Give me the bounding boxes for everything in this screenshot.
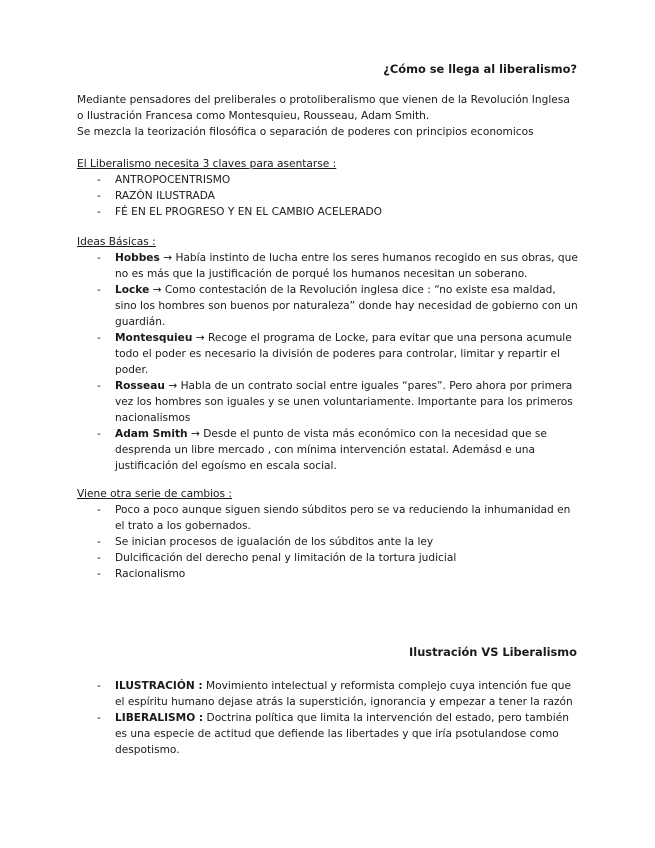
intro-block [77,92,579,140]
dash-bullet: - [97,680,101,692]
ideas-list [77,250,579,474]
section-title-ilustracion-vs-liberalismo: Ilustración VS Liberalismo [409,645,577,659]
cambio-text: Dulcificación del derecho penal y limitación de la tortura judicial [115,552,457,564]
idea-term: Rosseau [115,380,165,392]
list-item [77,502,579,534]
dash-bullet: - [97,252,101,264]
dash-bullet: - [97,380,101,392]
cambio-text: Poco a poco aunque siguen siendo súbditos pero se va reduciendo la inhumanidad en el trato a los gobernados. [115,504,571,532]
arrow-icon: → [168,380,178,392]
clave-text: RAZÓN ILUSTRADA [115,190,215,202]
idea-text: Recoge el programa de Locke, para evitar que una persona acumule todo el poder es necesario la división de poderes para controlar, limitar y repartir el poder. [115,332,572,376]
list-item [77,566,579,582]
arrow-icon: → [163,252,173,264]
idea-term: Montesquieu [115,332,193,344]
list-item [77,710,579,758]
idea-text: Desde el punto de vista más económico con la necesidad que se desprenda un libre mercado , con mínima intervención estatal. Ademásd e una justificación del egoísmo en escala social. [115,428,547,472]
list-item [77,250,579,282]
dash-bullet: - [97,568,101,580]
ideas-heading: Ideas Básicas : [77,236,156,248]
idea-term: Adam Smith [115,428,188,440]
list-item [77,172,579,188]
dash-bullet: - [97,504,101,516]
cambios-block [77,486,579,582]
cambios-list [77,502,579,582]
list-item [77,188,579,204]
comparison-block [77,678,579,758]
arrow-icon: → [190,428,200,440]
dash-bullet: - [97,206,101,218]
dash-bullet: - [97,536,101,548]
dash-bullet: - [97,174,101,186]
comparison-list [77,678,579,758]
cambio-text: Racionalismo [115,568,186,580]
intro-paragraph-2: Se mezcla la teorización filosófica o separación de poderes con principios economicos [77,126,534,138]
list-item [77,282,579,330]
comparison-term: ILUSTRACIÓN : [115,680,203,692]
cambio-text: Se inician procesos de igualación de los súbditos ante la ley [115,536,434,548]
list-item [77,534,579,550]
ideas-block [77,234,579,474]
idea-term: Hobbes [115,252,160,264]
list-item [77,330,579,378]
list-item [77,426,579,474]
arrow-icon: → [152,284,162,296]
idea-text: Como contestación de la Revolución inglesa dice : “no existe esa maldad, sino los hombres son buenos por naturaleza” donde hay necesidad de gobierno con un guardián. [115,284,578,328]
cambios-heading: Viene otra serie de cambios : [77,488,232,500]
claves-block [77,156,579,220]
comparison-text: Doctrina política que limita la intervención del estado, pero también es una especie de actitud que defiende las libertades y que iría psotulandose como despotismo. [115,712,569,756]
clave-text: ANTROPOCENTRISMO [115,174,231,186]
comparison-text: Movimiento intelectual y reformista complejo cuya intención fue que el espíritu humano dejase atrás la superstición, ignorancia y empezar a tener la razón [115,680,573,708]
idea-term: Locke [115,284,150,296]
intro-paragraph-1: Mediante pensadores del preliberales o protoliberalismo que vienen de la Revolución Inglesa o Ilustración Francesa como Montesquieu, Rousseau, Adam Smith. [77,94,570,122]
section-title-liberalismo: ¿Cómo se llega al liberalismo? [383,62,577,76]
arrow-icon: → [195,332,205,344]
list-item [77,378,579,426]
idea-text: Habla de un contrato social entre iguales “pares”. Pero ahora por primera vez los hombres son iguales y se unen voluntariamente. Importante para los primeros nacionalismos [115,380,573,424]
clave-text: FÉ EN EL PROGRESO Y EN EL CAMBIO ACELERADO [115,206,382,218]
dash-bullet: - [97,332,101,344]
dash-bullet: - [97,284,101,296]
list-item [77,678,579,710]
comparison-term: LIBERALISMO : [115,712,204,724]
claves-heading: El Liberalismo necesita 3 claves para asentarse : [77,158,337,170]
claves-list [77,172,579,220]
list-item [77,550,579,566]
list-item [77,204,579,220]
dash-bullet: - [97,428,101,440]
dash-bullet: - [97,712,101,724]
dash-bullet: - [97,552,101,564]
dash-bullet: - [97,190,101,202]
idea-text: Había instinto de lucha entre los seres humanos recogido en sus obras, que no es más que la justificación de porqué los humanos necesitan un soberano. [115,252,578,280]
